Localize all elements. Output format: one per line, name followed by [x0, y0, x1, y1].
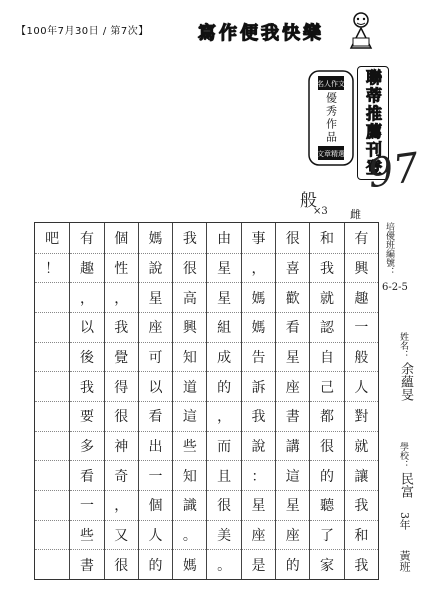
grid-cell: 座 [276, 520, 309, 550]
grid-cell: 和 [320, 230, 335, 247]
grid-cell: 後 [70, 342, 103, 372]
grid-cell [35, 401, 69, 431]
grid-column [206, 223, 240, 579]
grid-cell [35, 520, 69, 550]
grid-cell: 且 [207, 460, 240, 490]
grid-cell: ， [105, 490, 138, 520]
grid-cell: 自 [310, 342, 343, 372]
grid-cell: 。 [173, 520, 206, 550]
grid-cell: 很 [173, 253, 206, 283]
class-value: 6-2-5 [382, 282, 408, 293]
grid-cell: 星 [207, 282, 240, 312]
score-grade: 97 [365, 144, 422, 198]
grid-cell: 座 [242, 520, 275, 550]
grid-cell: 座 [139, 312, 172, 342]
grid-cell: 我 [310, 253, 343, 283]
excellent-badge [306, 68, 356, 168]
grid-cell: 我 [345, 490, 378, 520]
grid-cell: 了 [310, 520, 343, 550]
grid-cell: 說 [139, 253, 172, 283]
grid-cell: 吧 [45, 230, 60, 247]
grid-cell: ！ [35, 253, 69, 283]
grid-cell: 媽 [242, 282, 275, 312]
grid-cell: 和 [345, 520, 378, 550]
grid-cell: 己 [310, 371, 343, 401]
grid-cell [35, 371, 69, 401]
score-mark-1: 般 [300, 191, 317, 211]
grid-cell: 奇 [105, 460, 138, 490]
grid-cell: 我 [345, 549, 378, 579]
grid-cell: 組 [207, 312, 240, 342]
school-value: 民富 [398, 472, 413, 498]
grid-cell: 由 [217, 230, 232, 247]
name-label: 姓名： [398, 332, 408, 359]
grid-cell: 要 [70, 401, 103, 431]
grid-column [309, 223, 343, 579]
grid-cell: 興 [173, 312, 206, 342]
grid-cell: 人 [139, 520, 172, 550]
grid-cell: 星 [276, 490, 309, 520]
grid-cell: 是 [242, 549, 275, 579]
grid-cell: 些 [173, 431, 206, 461]
grid-cell [35, 490, 69, 520]
class-no-value: 黃班 [398, 550, 411, 572]
class-label: 培優班編號： [384, 222, 394, 276]
grid-cell: 有 [79, 230, 94, 247]
grid-cell: 聽 [310, 490, 343, 520]
grid-cell [35, 342, 69, 372]
mascot-icon [345, 8, 377, 54]
date-line: 【100年7月30日 / 第7次】 [16, 26, 149, 37]
grid-cell: 訴 [242, 371, 275, 401]
grid-cell: 這 [276, 460, 309, 490]
grid-cell: 媽 [148, 230, 163, 247]
grid-cell: 以 [70, 312, 103, 342]
grid-cell: ， [70, 282, 103, 312]
grid-cell: 的 [276, 549, 309, 579]
grid-cell: 星 [207, 253, 240, 283]
grid-cell: 神 [105, 431, 138, 461]
grid-cell: 高 [173, 282, 206, 312]
grid-cell: 告 [242, 342, 275, 372]
badge-top-text: 名人作文 [317, 80, 345, 88]
grid-cell: 成 [207, 342, 240, 372]
page-title: 寫作便我快樂 [198, 23, 324, 44]
grid-cell: 個 [139, 490, 172, 520]
grid-cell: 就 [310, 282, 343, 312]
grid-cell: 覺 [105, 342, 138, 372]
grid-column [69, 223, 103, 579]
badge-bottom-text: 文章精選 [317, 150, 345, 158]
grid-cell: 都 [310, 401, 343, 431]
school-label: 學校： [398, 442, 408, 469]
grid-cell: 星 [139, 282, 172, 312]
grid-cell [35, 460, 69, 490]
grid-cell: 很 [310, 431, 343, 461]
grid-cell: 媽 [173, 549, 206, 579]
grid-cell: 很 [105, 401, 138, 431]
composition-grid [34, 222, 379, 580]
grid-cell: 可 [139, 342, 172, 372]
grade-value: 3年 [398, 512, 411, 530]
grid-cell: 有 [354, 230, 369, 247]
grid-cell: 趣 [345, 282, 378, 312]
grid-cell: ： [242, 460, 275, 490]
grid-cell: 一 [70, 490, 103, 520]
grid-cell: 我 [70, 371, 103, 401]
grid-cell: 很 [285, 230, 300, 247]
grid-cell: 書 [276, 401, 309, 431]
score-mark-2: ×3 [313, 206, 328, 217]
grid-column [241, 223, 275, 579]
grid-cell: 我 [242, 401, 275, 431]
grid-cell: 以 [139, 371, 172, 401]
grid-cell: 的 [310, 460, 343, 490]
grid-cell: 家 [310, 549, 343, 579]
grid-cell: ， [207, 401, 240, 431]
grid-cell: 些 [70, 520, 103, 550]
grid-cell: ， [105, 282, 138, 312]
grid-cell [35, 431, 69, 461]
grid-cell: 知 [173, 460, 206, 490]
grid-cell [35, 312, 69, 342]
grid-cell: 星 [276, 342, 309, 372]
grid-cell: 事 [251, 230, 266, 247]
grid-cell [35, 282, 69, 312]
name-value: 余蘊旻 [398, 362, 413, 401]
grid-column [275, 223, 309, 579]
grid-cell: 。 [207, 549, 240, 579]
grid-cell: 識 [173, 490, 206, 520]
grid-cell: 一 [139, 460, 172, 490]
grid-cell: 認 [310, 312, 343, 342]
grid-cell: 很 [105, 549, 138, 579]
grid-cell: 星 [242, 490, 275, 520]
grid-cell: 喜 [276, 253, 309, 283]
grid-column [344, 223, 378, 579]
grid-cell: 道 [173, 371, 206, 401]
grid-cell: 知 [173, 342, 206, 372]
grid-column [35, 223, 69, 579]
grid-cell: 我 [105, 312, 138, 342]
score-mark-3: 雌 [350, 208, 361, 221]
grid-cell: 人 [345, 371, 378, 401]
grid-cell: 的 [207, 371, 240, 401]
grid-cell: 座 [276, 371, 309, 401]
grid-cell: 趣 [70, 253, 103, 283]
grid-cell: 很 [207, 490, 240, 520]
grid-cell: 而 [207, 431, 240, 461]
grid-cell: 看 [70, 460, 103, 490]
grid-cell: 美 [207, 520, 240, 550]
grid-cell: 又 [105, 520, 138, 550]
grid-cell: 出 [139, 431, 172, 461]
grid-cell: 般 [345, 342, 378, 372]
grid-cell: 媽 [242, 312, 275, 342]
grid-cell: 我 [182, 230, 197, 247]
grid-cell: 這 [173, 401, 206, 431]
grid-cell: 性 [105, 253, 138, 283]
grid-cell: 看 [276, 312, 309, 342]
grid-column [172, 223, 206, 579]
recommend-text: 聯蒂推薦刊登 [363, 69, 383, 177]
grid-cell: 興 [345, 253, 378, 283]
grid-cell: 的 [139, 549, 172, 579]
grid-cell [35, 549, 69, 579]
grid-cell: ， [242, 253, 275, 283]
badge-main-text: 優秀作品 [324, 92, 338, 144]
grid-cell: 讓 [345, 460, 378, 490]
grid-cell: 對 [345, 401, 378, 431]
grid-cell: 書 [70, 549, 103, 579]
grid-cell: 就 [345, 431, 378, 461]
grid-cell: 看 [139, 401, 172, 431]
grid-cell: 得 [105, 371, 138, 401]
grid-cell: 歡 [276, 282, 309, 312]
grid-column [104, 223, 138, 579]
grid-cell: 個 [114, 230, 129, 247]
grid-cell: 說 [242, 431, 275, 461]
grid-cell: 多 [70, 431, 103, 461]
grid-column [138, 223, 172, 579]
grid-cell: 講 [276, 431, 309, 461]
grid-cell: 一 [345, 312, 378, 342]
